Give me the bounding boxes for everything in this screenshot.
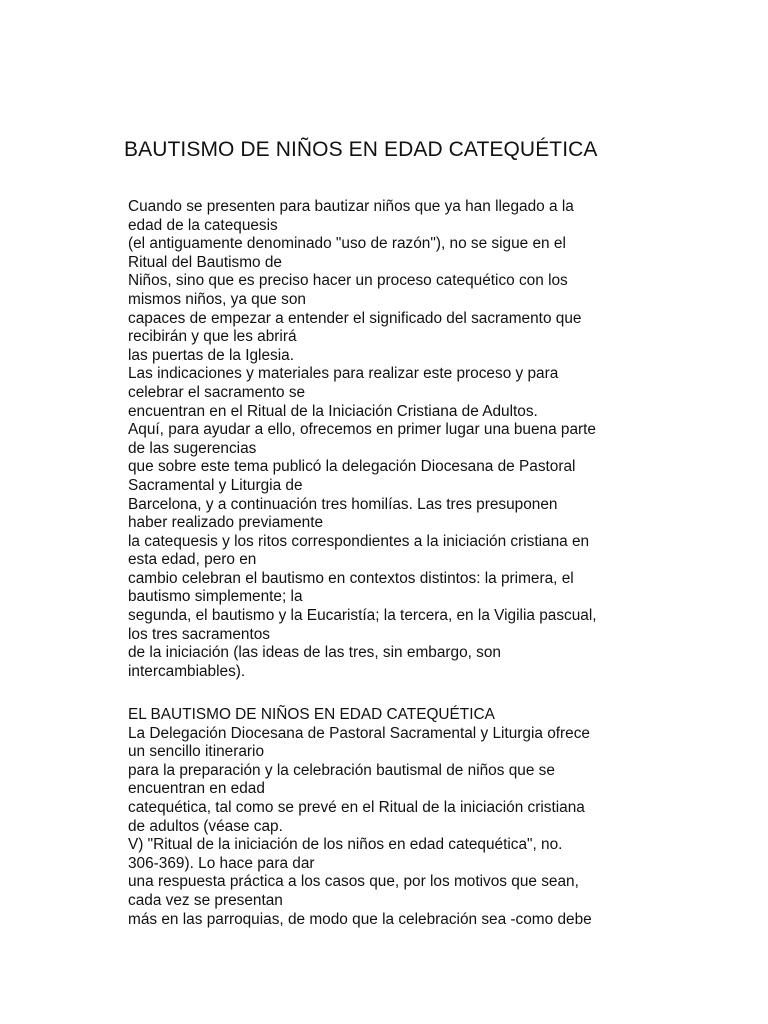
text-line: edad de la catequesis <box>128 216 278 234</box>
text-line: de las sugerencias <box>128 439 257 457</box>
text-line: Sacramental y Liturgia de <box>128 476 303 494</box>
text-line: haber realizado previamente <box>128 514 324 532</box>
text-line: Aquí, para ayudar a ello, ofrecemos en primer lugar una buena parte <box>128 421 596 439</box>
text-line: V) "Ritual de la iniciación de los niños en edad catequética", no. <box>128 836 563 854</box>
text-line: celebrar el sacramento se <box>128 383 306 401</box>
text-line: de adultos (véase cap. <box>128 817 283 835</box>
text-line: mismos niños, ya que son <box>128 290 306 308</box>
text-line: encuentran en el Ritual de la Iniciación Cristiana de Adultos. <box>128 402 538 420</box>
paragraph-intro <box>128 198 668 681</box>
text-line: Niños, sino que es preciso hacer un proceso catequético con los <box>128 272 568 290</box>
text-line: cada vez se presentan <box>128 891 283 909</box>
paragraph-section <box>128 706 668 929</box>
text-line: para la preparación y la celebración bautismal de niños que se <box>128 761 555 779</box>
text-line: esta edad, pero en <box>128 551 257 569</box>
text-line: La Delegación Diocesana de Pastoral Sacramental y Liturgia ofrece <box>128 724 590 742</box>
text-line: intercambiables). <box>128 662 246 680</box>
text-line: capaces de empezar a entender el significado del sacramento que <box>128 309 582 327</box>
text-line: Barcelona, y a continuación tres homilías. Las tres presuponen <box>128 495 558 513</box>
text-line: la catequesis y los ritos correspondientes a la iniciación cristiana en <box>128 532 590 550</box>
text-line: catequética, tal como se prevé en el Ritual de la iniciación cristiana <box>128 798 585 816</box>
text-line: que sobre este tema publicó la delegación Diocesana de Pastoral <box>128 458 576 476</box>
text-line: un sencillo itinerario <box>128 743 265 761</box>
document-title: BAUTISMO DE NIÑOS EN EDAD CATEQUÉTICA <box>124 138 598 161</box>
text-line: segunda, el bautismo y la Eucaristía; la tercera, en la Vigilia pascual, <box>128 607 597 625</box>
text-line: Cuando se presenten para bautizar niños que ya han llegado a la <box>128 198 574 215</box>
text-line: recibirán y que les abrirá <box>128 328 297 346</box>
text-line: EL BAUTISMO DE NIÑOS EN EDAD CATEQUÉTICA <box>128 706 495 723</box>
text-line: más en las parroquias, de modo que la celebración sea -como debe <box>128 910 592 928</box>
text-line: Las indicaciones y materiales para realizar este proceso y para <box>128 365 559 383</box>
text-line: cambio celebran el bautismo en contextos distintos: la primera, el <box>128 569 574 587</box>
text-line: de la iniciación (las ideas de las tres, sin embargo, son <box>128 644 501 662</box>
text-line: una respuesta práctica a los casos que, por los motivos que sean, <box>128 873 579 891</box>
text-line: los tres sacramentos <box>128 625 270 643</box>
text-line: Ritual del Bautismo de <box>128 253 282 271</box>
text-line: encuentran en edad <box>128 780 265 798</box>
text-line: 306-369). Lo hace para dar <box>128 854 315 872</box>
text-line: las puertas de la Iglesia. <box>128 346 294 364</box>
text-line: bautismo simplemente; la <box>128 588 303 606</box>
text-line: (el antiguamente denominado "uso de razón"), no se sigue en el <box>128 235 566 253</box>
